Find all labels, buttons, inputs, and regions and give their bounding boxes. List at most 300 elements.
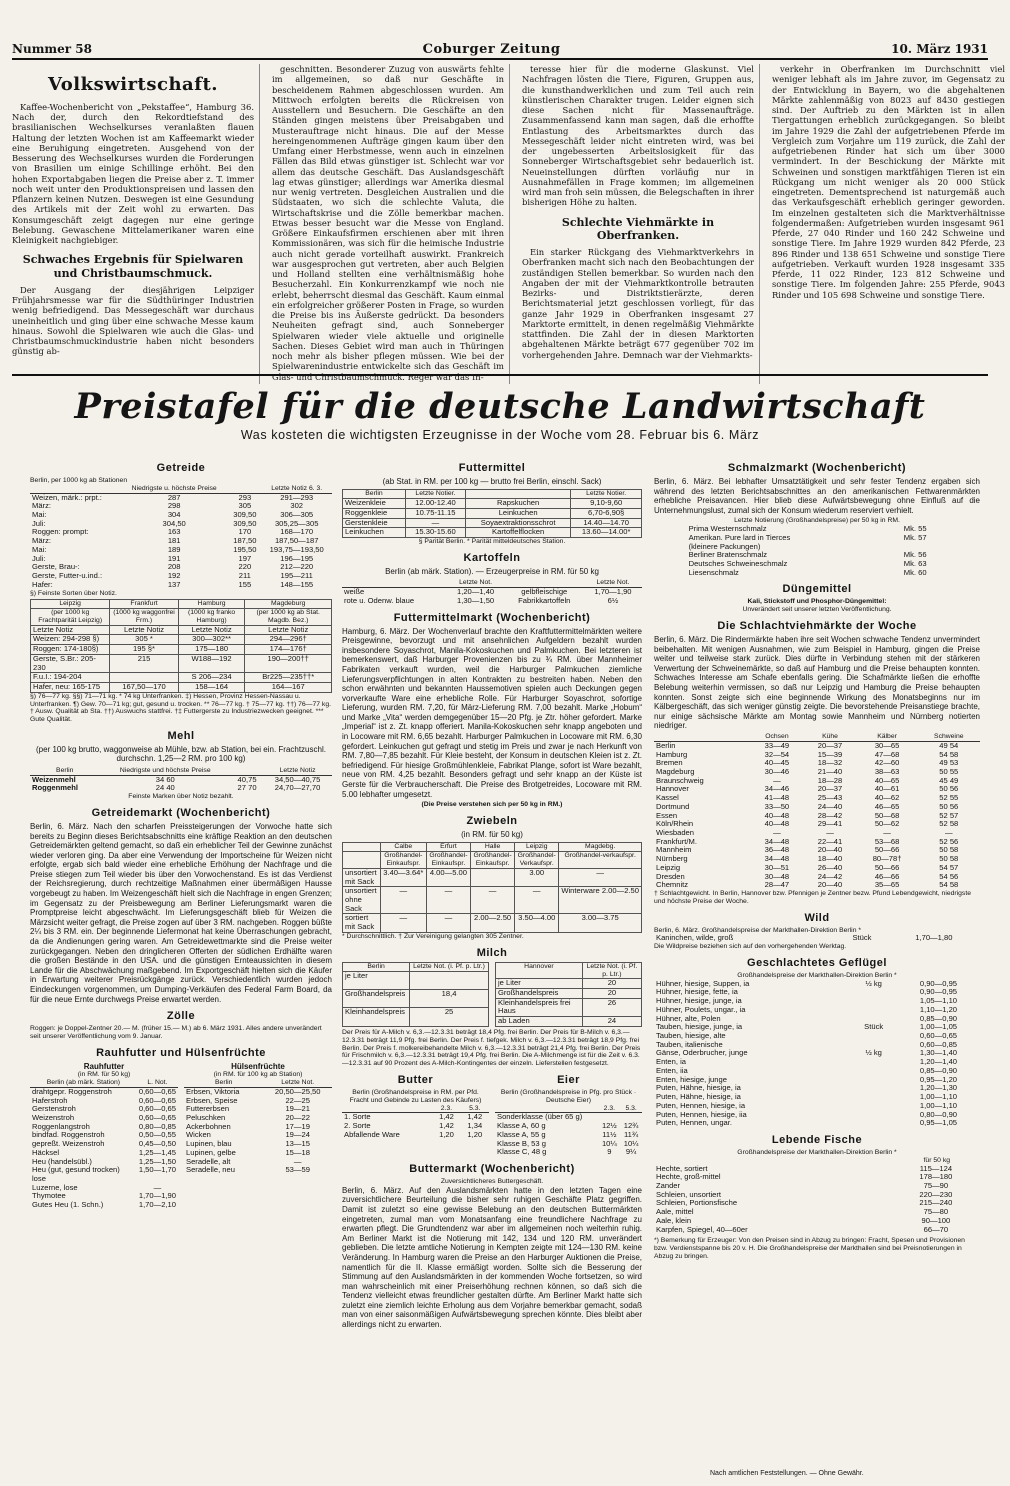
newspaper-name: Coburger Zeitung xyxy=(422,42,561,57)
column-header: Ochsen xyxy=(750,733,803,741)
row-label: je Liter xyxy=(343,971,410,989)
table-cell: 35—65 xyxy=(874,880,900,890)
row-label: sortiert mit Sack xyxy=(343,914,381,932)
fertilizer-note: Unverändert seit unserer letzten Veröffentlichung. xyxy=(742,606,892,614)
table-cell: 54 56 xyxy=(939,871,959,881)
table-cell: 34 60 xyxy=(155,774,175,784)
table-cell: 178—180 xyxy=(919,1172,953,1182)
economy-column-4 xyxy=(772,64,1010,384)
table-cell: Mk. 55 xyxy=(903,524,927,534)
column-header xyxy=(231,767,263,775)
table-cell: 30—65 xyxy=(874,740,900,750)
table-cell: 18—28 xyxy=(817,775,843,785)
table-cell: 20—40 xyxy=(817,880,843,890)
table-row xyxy=(343,508,642,518)
table-cell: 40—62 xyxy=(874,793,900,803)
table-cell: 40—45 xyxy=(764,758,790,768)
row-label: Häcksel xyxy=(32,1147,60,1157)
lard-title: Schmalzmarkt (Wochenbericht) xyxy=(727,462,907,474)
row-label: Seradelle, alt xyxy=(186,1156,231,1166)
potatoes-table xyxy=(342,579,642,605)
table-cell: 24 xyxy=(582,1017,641,1027)
row-label: Klasse A, 55 g xyxy=(497,1129,546,1139)
fertilizer-subtitle: Kali, Stickstoff und Phosphor-Düngemittel: xyxy=(747,598,887,606)
buttermarket-subtitle: Zuversichtlicheres Buttergeschäft. xyxy=(440,1177,544,1185)
table-row xyxy=(654,741,980,750)
table-cell: 6½ xyxy=(607,595,619,605)
table-cell: 1,30—1,50 xyxy=(457,595,495,605)
table-cell: 3.00 xyxy=(515,868,559,886)
table-cell: 137 xyxy=(167,579,181,589)
row-label: Schleien, Portionsfische xyxy=(656,1198,738,1208)
table-cell: 50 56 xyxy=(939,784,959,794)
row-label: Mai: xyxy=(32,544,47,554)
row-label: Aale, mittel xyxy=(656,1207,694,1217)
row-label: unsortiert ohne Sack xyxy=(343,887,381,914)
table-cell: 28—47 xyxy=(764,880,790,890)
roughage-table xyxy=(30,1079,178,1210)
row-label: Frankfurt/M. xyxy=(656,836,697,846)
column-header: Kühe xyxy=(803,733,856,741)
table-cell: 20 xyxy=(582,979,641,989)
row-label: Peluschken xyxy=(186,1112,226,1122)
economy-column-1 xyxy=(12,64,260,384)
table-cell: 40—61 xyxy=(874,784,900,794)
row-label: Roggen: 174-180§) xyxy=(31,645,110,655)
table-cell: 53—59 xyxy=(285,1165,310,1175)
table-cell: 294—296† xyxy=(245,635,332,645)
row-label: Erbsen, Speise xyxy=(186,1095,238,1105)
row-label: Köln/Rhein xyxy=(656,819,694,829)
fish-subtitle: Großhandelspreise der Markthallen-Direktion Berlin * xyxy=(737,1148,897,1156)
table-cell: Letzte Notiz xyxy=(110,625,178,635)
table-cell: 167,50—170 xyxy=(110,683,178,693)
table-cell: 0,60—0,85 xyxy=(919,1039,958,1049)
table-cell: 170 xyxy=(238,527,252,537)
row-label: Weizenmehl xyxy=(32,774,76,784)
table-cell: 187,50 xyxy=(233,536,257,546)
table-cell: 75—80 xyxy=(923,1207,949,1217)
row-label: Tauben, hiesige, alte xyxy=(656,1031,726,1041)
table-cell xyxy=(850,997,896,1006)
table-row xyxy=(654,864,980,873)
column-header: Magdebg. xyxy=(559,843,642,852)
table-cell: 187,50—187 xyxy=(274,536,319,546)
column-header xyxy=(343,843,381,852)
table-cell: 9¼ xyxy=(625,1147,637,1157)
table-cell: 168—170 xyxy=(280,527,314,537)
table-cell: 115—124 xyxy=(919,1163,953,1173)
table-cell: 15—39 xyxy=(817,749,843,759)
table-cell: 28—42 xyxy=(817,810,843,820)
table-cell: 20—22 xyxy=(285,1112,310,1122)
row-label: Roggen: prompt: xyxy=(32,527,89,537)
row-label: Klasse B, 53 g xyxy=(497,1138,546,1148)
table-cell: 193,75—193,50 xyxy=(269,544,324,554)
table-cell: 50—66 xyxy=(874,845,900,855)
column-header: Halle xyxy=(470,843,514,852)
table-cell: 19—24 xyxy=(285,1130,310,1140)
row-label: Braunschweig xyxy=(656,775,704,785)
table-cell: 3.50—4.00 xyxy=(515,914,559,932)
table-row xyxy=(654,820,980,829)
table-cell: 1,20—1,40 xyxy=(457,587,495,597)
table-cell: 0,85—0,90 xyxy=(919,1013,958,1023)
economy-column-2 xyxy=(272,64,510,384)
table-row xyxy=(342,597,642,606)
column-header: Berlin xyxy=(184,1079,263,1087)
poultry-title: Geschlachtetes Geflügel xyxy=(747,956,887,969)
column-header: Berlin xyxy=(343,490,406,499)
toys-report-end: teresse hier für die moderne Glaskunst. Viel Nachfragen lösten die Tiere, Figuren, Gruppen aus, die kunsthandwerklichen und zum Teil auch rein künstlerischen Charakter trugen. Leider eignen sich diese Sachen nicht für Massenaufträge. Zusammenfassend kann man sagen, daß die erhoffte Entlastung des Arbeitsmarktes durch das Messegeschäft leider nicht eintreten wird, was bei der ungebesserten Arbeitslosigkeit für das Sonneberger Wirtschaftsgebiet sehr bedauerlich ist. Neueinstellungen dürften vorläufig nur in Ausnahmefällen in Frage kommen; im allgemeinen wird man froh sein müssen, die Belegschaften in ihrer bisherigen Höhe zu halten. xyxy=(522,64,754,208)
row-label: unsortiert mit Sack xyxy=(343,868,381,886)
table-row xyxy=(496,989,642,999)
table-cell: 26 xyxy=(582,998,641,1016)
potatoes-title: Kartoffeln xyxy=(463,551,521,564)
row-label: Haferstroh xyxy=(32,1095,68,1105)
table-cell: 0,60—0,65 xyxy=(138,1112,176,1122)
table-cell: 174—176† xyxy=(245,645,332,655)
row-label: Mai: xyxy=(32,510,47,520)
table-cell: 1,20—1,30 xyxy=(919,1083,958,1093)
game-unit: Stück xyxy=(852,933,872,943)
table-cell: — xyxy=(293,1156,302,1166)
column-header xyxy=(30,485,120,493)
table-cell: 1,10—1,20 xyxy=(919,1004,958,1014)
table-cell: 52 55 xyxy=(939,793,959,803)
row-label: Ackerbohnen xyxy=(186,1121,231,1131)
row-label: Hannover xyxy=(656,784,689,794)
table-cell: 29—41 xyxy=(817,819,843,829)
table-cell: 1,00—1,10 xyxy=(919,1092,958,1102)
city-header: Hamburg xyxy=(178,600,245,609)
table-cell: 40—65 xyxy=(874,775,900,785)
row-label: Kleinhandelspreis xyxy=(343,1008,410,1026)
row-label: Sonderklasse (über 65 g) xyxy=(497,1112,583,1122)
table-row xyxy=(343,1008,489,1026)
table-cell: 0,90—0,95 xyxy=(919,978,958,988)
table-cell xyxy=(882,1173,892,1182)
milk-berlin-table xyxy=(342,962,489,1027)
city-subheader: (1000 kg franko Hamburg) xyxy=(178,609,245,626)
row-label: März: xyxy=(32,536,51,546)
column-header: Letzte Not. xyxy=(584,579,642,587)
table-cell: Fabrikkartoffeln xyxy=(518,595,571,605)
issue-number: Nummer 58 xyxy=(12,42,92,56)
table-cell: 32—54 xyxy=(764,749,790,759)
table-cell: 0,60—0,65 xyxy=(138,1086,176,1096)
table-cell: 45 49 xyxy=(939,775,959,785)
table-cell: 211 xyxy=(238,571,251,581)
city-subheader: (1000 kg waggonfrei Frm.) xyxy=(110,609,178,626)
table-cell: 21—40 xyxy=(817,766,843,776)
table-cell: 0,95—1,05 xyxy=(919,1118,958,1128)
table-cell: 54 57 xyxy=(939,862,959,872)
row-label: Zander xyxy=(656,1180,681,1190)
onions-subtitle: (in RM. für 50 kg) xyxy=(461,830,523,839)
column-subheader: Großhandel-Einkaufspr. xyxy=(380,852,426,869)
column-header: Letzte Notier. xyxy=(405,490,465,499)
row-label: Wicken xyxy=(186,1130,211,1140)
table-cell: 46—66 xyxy=(874,871,900,881)
flour-table xyxy=(30,767,332,793)
column-header: Kälber xyxy=(857,733,918,741)
fertilizer-title: Düngemittel xyxy=(782,583,852,596)
row-label: Roggenmehl xyxy=(32,783,78,793)
lard-list-title: Letzte Notierung (Großhandelspreise) per 50 kg in RM. xyxy=(734,517,900,525)
row-label: Hühner, hiesige, junge, ia xyxy=(656,996,742,1006)
table-row xyxy=(343,528,642,538)
column-header: Letzte Notiz 6. 3. xyxy=(261,485,332,493)
table-cell: 12¾ xyxy=(623,1121,639,1131)
column-header: Calbe xyxy=(380,843,426,852)
table-cell: 163 xyxy=(167,527,181,537)
toys-headline: Schwaches Ergebnis für Spielwaren und Christbaumschmuck. xyxy=(22,253,244,281)
row-label: Dortmund xyxy=(656,801,690,811)
table-cell: 10.75-11.15 xyxy=(405,508,465,518)
column-subheader: Großhandel-Verkaufspr. xyxy=(515,852,559,869)
row-label: Juli: xyxy=(32,518,46,528)
row-label: je Liter xyxy=(496,979,583,989)
table-cell: Leinkuchen xyxy=(466,508,571,518)
column-header: Letzte Notier. xyxy=(571,490,642,499)
pricetable-subtitle: Was kosteten die wichtigsten Erzeugnisse in der Woche vom 28. Februar bis 6. März xyxy=(240,428,760,442)
row-label: Chemnitz xyxy=(656,880,689,890)
table-cell: 1,70—1,90 xyxy=(594,587,632,597)
row-label: Prima Westernschmalz xyxy=(688,524,767,534)
table-cell: S 206—234 xyxy=(178,673,245,683)
roughage-tables xyxy=(30,1062,332,1210)
fish-table xyxy=(654,1165,980,1235)
table-cell: 1,42 xyxy=(439,1121,454,1131)
row-label: Roggenlangstroh xyxy=(32,1121,90,1131)
row-label: Bremen xyxy=(656,758,683,768)
table-cell: 34—48 xyxy=(764,836,790,846)
column-header: Berlin xyxy=(30,767,99,775)
table-cell: 54 58 xyxy=(939,880,959,890)
table-cell: 291—293 xyxy=(280,492,314,502)
column-header: Leipzig xyxy=(515,843,559,852)
potatoes-subtitle: Berlin (ab märk. Station). — Erzeugerpreise in RM. für 50 kg xyxy=(385,566,599,576)
table-row xyxy=(654,812,980,821)
row-label: Mannheim xyxy=(656,845,692,855)
table-row xyxy=(343,499,642,509)
table-row xyxy=(654,855,980,864)
toys-report-cont: geschnitten. Besonderer Zuzug von auswärts fehlte im allgemeinen, so daß nur Geschäfte in bescheidenem Rahmen abgeschlossen wurden. Am Mittwoch erfolgten bereits die Rückreisen von Ausstellern und Besuchern. Die Geschäfte an den Ständen gingen meistens über Preisabgaben und Musterauftrage nicht hinaus. Die auf der Messe hereingenommenen Aufträge gingen kaum über den Umfang einer Herbstmesse, wenn auch in einzelnen Fällen das Bild etwas günstiger ist. Schlecht war vor allem das deutsche Geschäft. Das Auslandsgeschäft lag etwas günstiger; allerdings war Amerika diesmal nur wenig vertreten. Desgleichen Australien und die Südstaaten, wo sich die schlechte Valuta, die Wirtschaftskrise und die Zölle bemerkbar machen. Etwas besser besucht war die Messe von England. Größere Einkaufsfirmen erschienen aber mit ihren Kommissionären, was sich für die heimische Industrie auch nicht gerade vorteilhaft auswirkt. Frankreich war ausgesprochen gut vertreten, aber auch Belgien und Holland stellten eine verhältnismäßig hohe Besucherzahl. Ein Konkurrenzkampf wie noch nie erlebt, beherrscht diesmal das Geschäft. Kaum einmal ein erfolgreicher größerer Posten in Frage, so wurden die Preise bis ins Äußerste gedrückt. Da besonders Neuheiten gefragt sind, auch Sonneberger Spielwaren wieder viele aktuelle und originelle Sachen. Dieses Gebiet wird man auch in Thüringen noch mehr als bisher pflegen müssen. Wie bei der Spielwarenindustrie entwickelte sich das Geschäft im Glas- und Christbaumschmuck. Reger war das In- xyxy=(272,64,504,382)
row-label: Amerikan. Pure lard in Tierces xyxy=(688,532,791,542)
fish-col-head: für 50 kg xyxy=(923,1156,950,1164)
onions-table xyxy=(342,842,642,932)
city-header: Magdeburg xyxy=(245,600,332,609)
row-label: Lupinen, gelbe xyxy=(186,1147,236,1157)
row-label: Futtererbsen xyxy=(186,1104,230,1114)
table-cell: 195—211 xyxy=(280,571,313,581)
table-cell: 305 xyxy=(238,501,252,511)
city-subheader: (per 1000 kg Frachtparität Leipzig) xyxy=(31,609,110,626)
table-cell: — xyxy=(559,868,642,886)
economy-section xyxy=(12,64,1005,382)
table-cell: 306—305 xyxy=(280,510,314,520)
slaughter-text: Berlin, 6. März. Die Rindermärkte haben ihre seit Wochen schwache Tendenz unvermindert beibehalten. Mit wenigen Ausnahmen, wie zum Beispiel in Hamburg, gingen die Preise weiter und teilweise stark zurück. Dies dürfte in Verbindung stehen mit der stärkeren Verwertung der Schweinemärkte, so daß auf Hamburg und die Preise behaupten konnten. Schwaches Interesse am Schafe ebenfalls gering. Die Schafmärkte ließen die erhoffte Belebung weiterhin vermissen, so daß nur Leipzig und Hamburg die Preise behaupten konnten. Sonst zeigte sich eine beginnende Wirkung des Monatsbeginns nur im Kälbergeschäft, das sich weniger günstig zeigte. Die bevorstehende Preisanstiege brachte, nur einige sächsische Märkte am Montag sowie Mannheim und Nürnberg notierten niedriger. xyxy=(654,635,980,731)
table-row xyxy=(184,1166,332,1175)
row-label: Essen xyxy=(656,810,678,820)
row-label: Kassel xyxy=(656,793,679,803)
table-cell: 30—46 xyxy=(764,766,790,776)
table-cell: 42—60 xyxy=(874,758,900,768)
flour-note: Feinste Marken über Notiz bezahlt. xyxy=(128,793,234,801)
row-label: Liesenschmalz xyxy=(688,567,739,577)
column-header: Letzte Not. xyxy=(447,579,505,587)
table-cell: 0,85—0,90 xyxy=(919,1065,958,1075)
table-cell: 53—68 xyxy=(874,836,900,846)
table-cell: 15—18 xyxy=(285,1147,310,1157)
feed-title: Futtermittel xyxy=(458,462,526,474)
table-row xyxy=(343,989,489,1007)
table-cell: — xyxy=(426,914,470,932)
table-cell: — xyxy=(515,887,559,914)
table-cell: 1,00—1,10 xyxy=(919,1100,958,1110)
poultry-table xyxy=(654,980,980,1128)
table-cell: 25—43 xyxy=(817,793,843,803)
column-header: Hannover xyxy=(496,962,583,979)
column-header: Schweine xyxy=(918,733,980,741)
table-cell: ½ kg xyxy=(865,1048,882,1058)
page-footer: Nach amtlichen Feststellungen. — Ohne Gewähr. xyxy=(710,1470,864,1477)
table-cell xyxy=(850,1006,896,1015)
table-cell: 24—40 xyxy=(817,801,843,811)
table-cell: 164—167 xyxy=(245,683,332,693)
row-label: Leipzig xyxy=(656,862,681,872)
grainmarket-title: Getreidemarkt (Wochenbericht) xyxy=(91,806,271,819)
row-label: rote u. Odenw. blaue xyxy=(344,595,415,605)
legumes-title: Hülsenfrüchte xyxy=(231,1061,285,1071)
table-row xyxy=(654,803,980,812)
table-row xyxy=(654,829,980,838)
table-row xyxy=(31,654,332,672)
economy-column-3 xyxy=(522,64,760,384)
table-cell: 196—195 xyxy=(280,553,314,563)
row-label: Großhandelspreis xyxy=(496,989,583,999)
row-label: Puten, Hennen, hiesige, ia xyxy=(656,1100,746,1110)
table-cell: 0,60—0,65 xyxy=(138,1095,176,1105)
table-cell: 197 xyxy=(238,553,252,563)
pricetable-title: Preistafel für die deutsche Landwirtschaft xyxy=(74,386,926,427)
table-cell: 36—48 xyxy=(764,845,790,855)
table-cell: 181 xyxy=(167,536,181,546)
table-cell: Kartoffelflocken xyxy=(466,528,571,538)
table-row xyxy=(30,784,332,793)
row-label: Hühner, hiesige, Suppen, ia xyxy=(656,978,750,988)
row-label: Luzerne, lose xyxy=(32,1182,78,1192)
table-cell: 25 xyxy=(410,1008,489,1026)
table-cell: W188—192 xyxy=(178,654,245,672)
row-label: drahtgepr. Roggenstroh xyxy=(32,1086,112,1096)
table-cell: Letzte Notiz xyxy=(245,625,332,635)
table-row xyxy=(30,581,332,590)
issue-date: 10. März 1931 xyxy=(891,42,988,56)
eggs-title: Eier xyxy=(557,1073,580,1086)
column-header: Berlin (ab märk. Station) xyxy=(30,1079,137,1087)
fish-title: Lebende Fische xyxy=(771,1133,863,1146)
table-cell: 75—90 xyxy=(923,1180,949,1190)
table-cell: 6,70-6,90§ xyxy=(571,508,642,518)
milk-tables xyxy=(342,962,642,1027)
milk-text: Der Preis für A-Milch v. 6,3.—12.3.31 beträgt 18,4 Pfg. frei Berlin. Der Preis für B-Milch v. 6,3.—12.3.31 beträgt 11,9 Pfg. frei Berlin. Der Preis f. tiefgek. Milch v. 6,3.—12.3.31 beträgt 18,9 Pfg. frei Berlin. Der Preis f. molkereibehandelte Milch v. 6,3.—12.3.31 beträgt 21,4 Pfg. frei Berlin. Der Preis für Frischmilch v. 6,3.—12.3.31 beträgt 19,4 Pfg. frei Berlin. Die A-Milchmenge ist für die Zeit v. 6.3.—12.3.31 auf 90 Prozent des A-Milch-Kontingentes der einzeln. Lieferstellen festgesetzt. xyxy=(342,1028,641,1068)
table-cell: 33—49 xyxy=(764,740,790,750)
table-cell xyxy=(850,1084,896,1093)
row-label: Dresden xyxy=(656,871,685,881)
table-cell: 50—68 xyxy=(874,810,900,820)
price-column-middle xyxy=(342,456,642,1471)
butter-title: Butter xyxy=(397,1073,434,1086)
row-label: Heu (handelsübl.) xyxy=(32,1156,92,1166)
table-row xyxy=(654,873,980,882)
table-cell: 40,75 xyxy=(237,774,257,784)
table-row xyxy=(343,914,642,932)
lard-text: Berlin, 6. März. Bei lebhafter Umsatztätigkeit und sehr fester Tendenz ergaben sich während des letzten Berichtsabschnittes an den amerikanischen Fettwarenmärkten erhebliche Preisavancen. Hier blieb diese Aufwärtsbewegung ohne Einfluß auf die Unternehmungslust, zumal sich der Konsum wiederum reserviert verhielt. xyxy=(654,476,980,515)
table-cell xyxy=(882,1208,892,1217)
table-cell: 1,50—1,70 xyxy=(138,1165,176,1175)
table-cell: Soyaextraktionsschrot xyxy=(466,518,571,528)
table-cell: gelbfleischige xyxy=(521,587,568,597)
table-cell: 192 xyxy=(167,571,181,581)
game-text: Berlin, 6. März. Großhandelspreise der Markthallen-Direktion Berlin * xyxy=(654,926,862,934)
table-cell xyxy=(850,1093,896,1102)
legumes-sub: (in RM. für 100 kg ab Station) xyxy=(213,1071,303,1079)
row-label: Heu (gut, gesund trocken) lose xyxy=(32,1165,120,1183)
table-cell: 24,70—27,70 xyxy=(274,783,321,793)
table-row xyxy=(343,887,642,914)
row-label: Wiesbaden xyxy=(656,827,694,837)
grain-subtitle: Berlin, per 1000 kg ab Stationen xyxy=(30,476,128,484)
table-cell xyxy=(882,1217,892,1226)
tariffs-text: Roggen: je Doppel-Zentner 20.— M. (früher 15.— M.) ab 6. März 1931. Alles andere unverändert seit unserer Veröffentlichung vom 9. Januar. xyxy=(30,1025,322,1040)
row-label: Magdeburg xyxy=(656,766,695,776)
table-cell: 1,00—1,05 xyxy=(919,1022,958,1032)
table-cell: — xyxy=(826,827,834,837)
table-cell: 46—65 xyxy=(874,801,900,811)
table-cell: 1,25—1,45 xyxy=(138,1147,176,1157)
city-subheader: (per 1000 kg ab Stat. Magdb. Bez.) xyxy=(245,609,332,626)
table-cell: 18—32 xyxy=(817,758,843,768)
table-cell: 212—220 xyxy=(280,562,314,572)
table-cell: 34—48 xyxy=(764,854,790,864)
table-row xyxy=(30,1166,178,1183)
row-label: Weizenstroh xyxy=(32,1112,75,1122)
row-label: Hechte, sortiert xyxy=(656,1163,708,1173)
table-row xyxy=(654,1119,980,1128)
feed-table xyxy=(342,489,642,538)
column-header: Letzte Not. xyxy=(263,1079,332,1087)
row-label: ab Laden xyxy=(496,1017,583,1027)
row-label: Gerste, Futter-u.ind.: xyxy=(32,571,103,581)
slaughter-table xyxy=(654,733,980,890)
table-cell: 1,20—1,40 xyxy=(919,1057,958,1067)
table-cell: — xyxy=(153,1182,162,1192)
table-row xyxy=(654,794,980,803)
table-cell: 195 §* xyxy=(110,645,178,655)
row-label: Weizen, märk.: prpt.: xyxy=(32,492,102,502)
table-cell: 195,50 xyxy=(233,544,257,554)
table-cell: 49 53 xyxy=(939,758,959,768)
table-cell: 293 xyxy=(238,492,252,502)
row-label: Hafer, neu: 165-175 xyxy=(31,683,110,693)
table-cell: — xyxy=(773,775,781,785)
table-cell xyxy=(882,1226,892,1235)
feedmarket-text: Hamburg, 6. März. Der Wochenverlauf brachte den Kraftfuttermittelmärkten weitere Preisgewinne, bevorzugt und mit ansehnlichen Aufgeldern bezahlt wurden insbesondere Soyaschrot, Manila-Kokoskuchen und Palmkuchen. Bei letzteren ist bemerkenswert, daß Harburger Provenienzen bis zu ¾ RM. über Mannheimer Fabrikaten verkauft wurden, weil die Harburger Palmkuchen ziemliche Lieferungsverpflichtungen in alten Kontrakten zu bestreiten haben. Neben den schon erwähnten und bekannten Haussemotiven spielen auch Deckungen gegen vorverkaufte Ware eine erhebliche Rolle. Für Harburger Soyaschrot, sofortige Lieferung, wurden RM. 7,20, für März-Lieferung RM. 7,00 bezahlt. Marke „Hobum“ und Marke „Vita“ werden demgegenüber 15—20 Pfg. je Ztr. höher gefordert. Marke „Imperial“ ist z. Zt. knapp offeriert. Manila-Kokoskuchen sehr knapp angeboten und in Locoware mit RM. 6,65 bezahlt. Harburger Palmkuchen in Locoware mit RM. 6,30 gefordert. Leinkuchen gut gefragt und stetig im Preis und zwar je nach Herkunft von RM. 7,80—7,85 bezahlt. Für Kleie besteht, der Konsum in deutschen Kleien ist z. Zt. befriedigend. Für hiesige Großmühlenkleie, Fabrikat Plange, sofort ist Ware bezahlt, neue von RM. 4,25 bezahlt. Besonders gefragt und sehr knapp an der Küste ist Gerste für die Verbraucherschaft. Die Preise des Brotgetreides, Locoware mit RM. 5.00 lebhafter umgesetzt. xyxy=(342,626,642,799)
table-cell: 34,50—40,75 xyxy=(274,774,321,784)
table-cell: — xyxy=(426,887,470,914)
